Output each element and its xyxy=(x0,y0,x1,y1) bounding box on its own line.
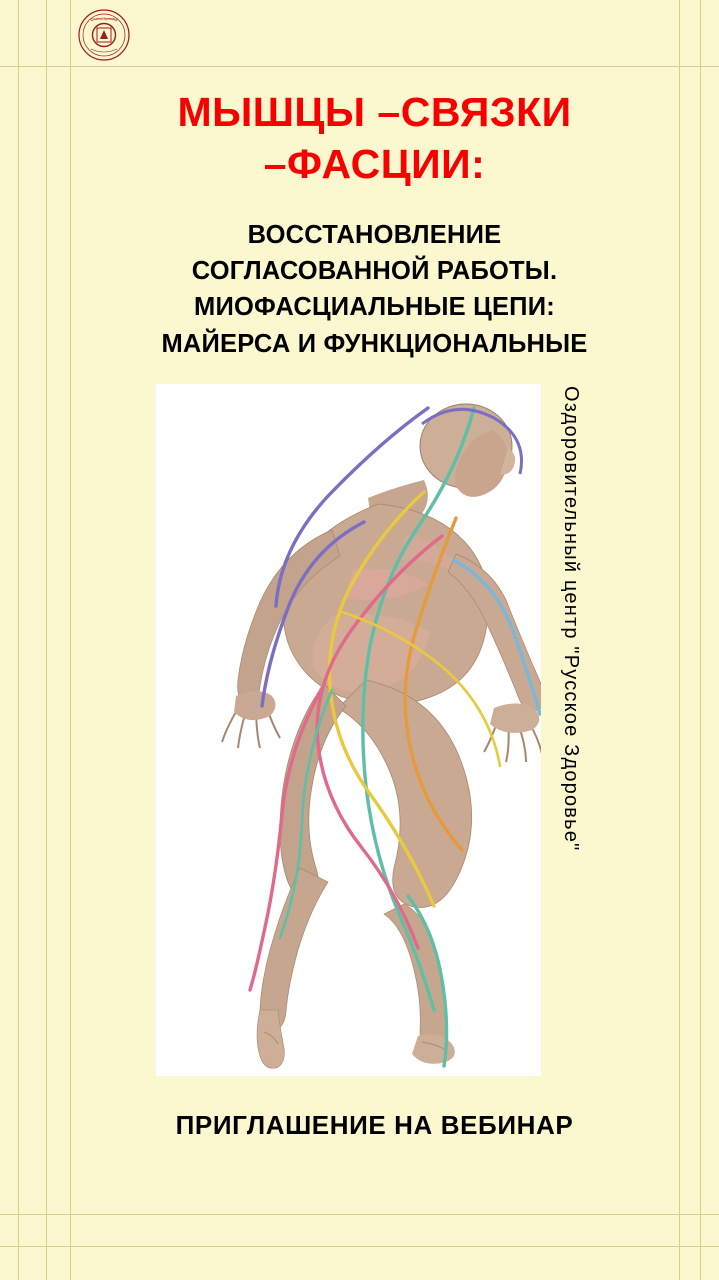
organization-caption: Оздоровительный центр "Русское Здоровье" xyxy=(560,385,582,852)
subtitle-line-3: МИОФАСЦИАЛЬНЫЕ ЦЕПИ: xyxy=(194,293,555,322)
title-line-1: МЫШЦЫ –СВЯЗКИ xyxy=(177,89,572,135)
frame-line-right-outer xyxy=(700,0,701,1280)
frame-line-bottom-inner xyxy=(0,1214,719,1215)
subtitle-line-1: ВОССТАНОВЛЕНИЕ xyxy=(247,220,502,249)
frame-line-left-middle xyxy=(46,0,47,1280)
subtitle-line-2: СОГЛАСОВАННОЙ РАБОТЫ. xyxy=(191,257,558,286)
running-human-myofascial-chains-illustration xyxy=(156,384,541,1076)
illustration-row xyxy=(70,384,679,1084)
page-subtitle xyxy=(70,217,679,362)
frame-line-right-inner xyxy=(679,0,680,1280)
svg-text:РУССКОЕ ЗДОРОВЬЕ: РУССКОЕ ЗДОРОВЬЕ xyxy=(90,18,118,21)
frame-line-bottom-outer xyxy=(0,1246,719,1247)
subtitle-line-4: МАЙЕРСА И ФУНКЦИОНАЛЬНЫЕ xyxy=(161,329,588,358)
page-title xyxy=(70,86,679,191)
title-line-2: –ФАСЦИИ: xyxy=(263,141,486,188)
poster-content xyxy=(70,66,679,1214)
circular-emblem-icon xyxy=(66,8,142,62)
frame-line-left-outer xyxy=(18,0,19,1280)
footer-invitation-text: ПРИГЛАШЕНИЕ НА ВЕБИНАР xyxy=(175,1109,574,1140)
